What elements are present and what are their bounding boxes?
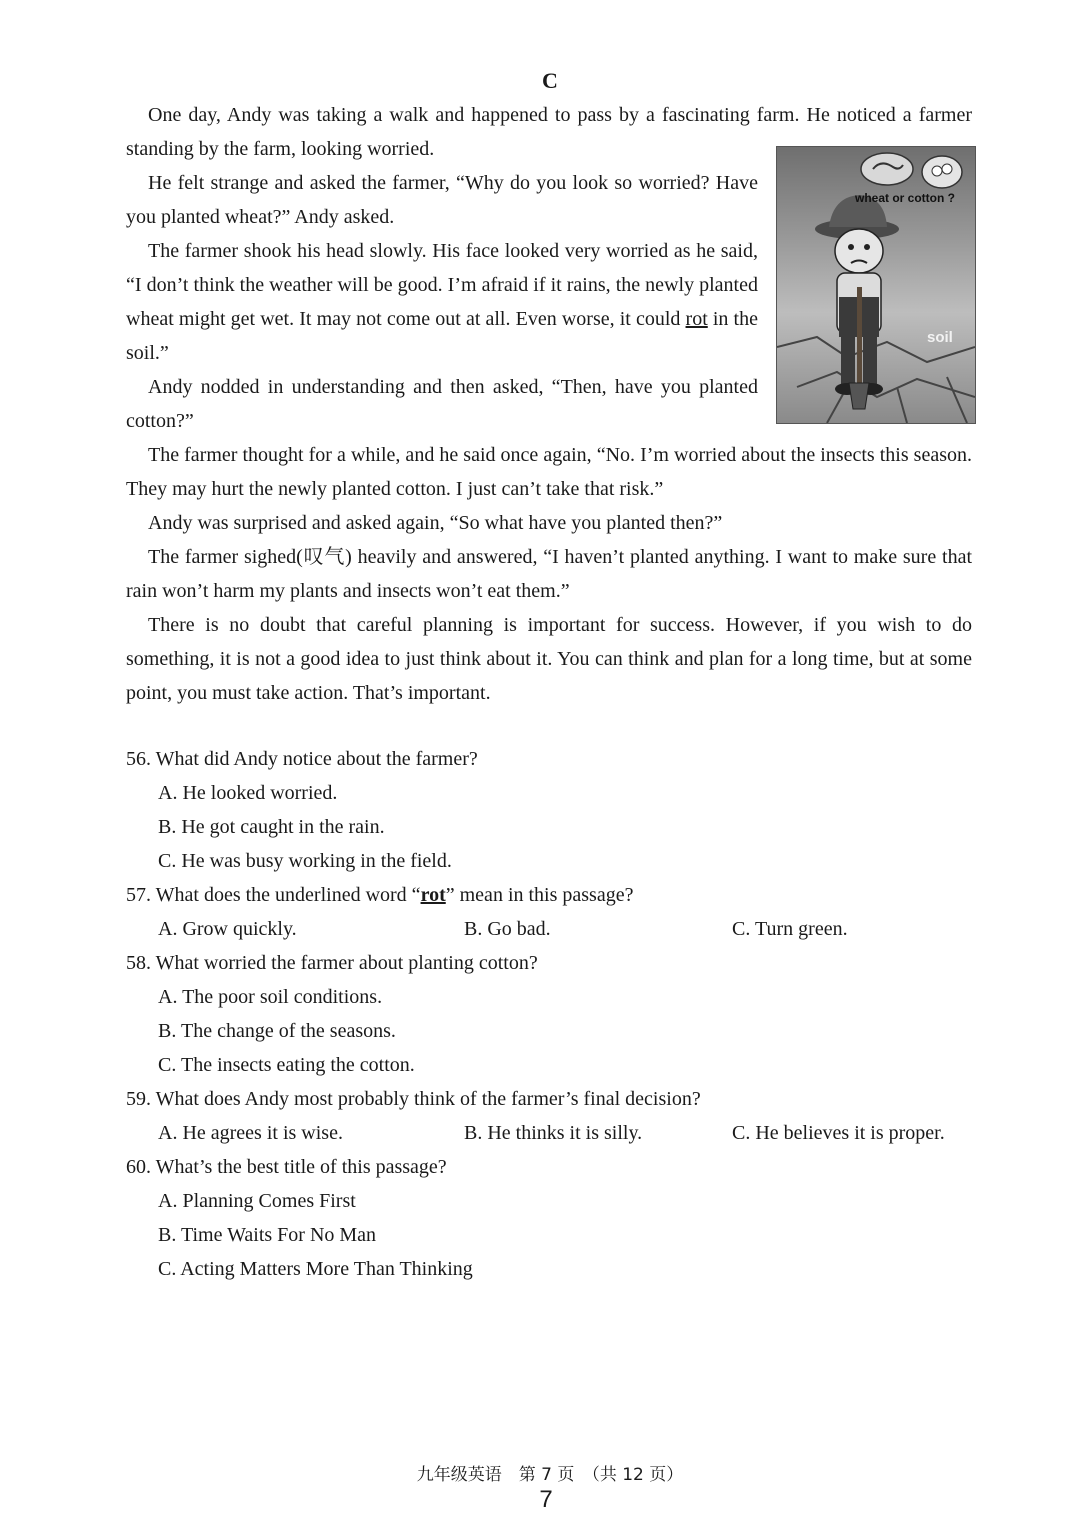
underlined-word-rot: rot <box>420 884 446 906</box>
option-c: C. Acting Matters More Than Thinking <box>158 1258 473 1280</box>
question-list <box>126 742 986 1286</box>
underlined-word-rot: rot <box>685 308 708 330</box>
passage-paragraph-2: He felt strange and asked the farmer, “Why do you look so worried? Have you planted wheat?” Andy asked. <box>126 172 758 228</box>
illustration-caption-wheat-or-cotton: wheat or cotton ? <box>855 191 955 205</box>
question-stem: 59. What does Andy most probably think of the farmer’s final decision? <box>126 1088 701 1110</box>
option-a: A. The poor soil conditions. <box>158 986 383 1008</box>
question-56 <box>126 742 986 878</box>
passage-paragraph-3 <box>126 234 758 370</box>
question-58 <box>126 946 986 1082</box>
option-row <box>126 1116 986 1150</box>
option-a: A. He agrees it is wise. <box>158 1122 343 1144</box>
option-b: B. The change of the seasons. <box>158 1020 396 1042</box>
option-a: A. Planning Comes First <box>158 1190 356 1212</box>
passage-paragraph-6: Andy was surprised and asked again, “So what have you planted then?” <box>148 512 723 534</box>
option-a: A. He looked worried. <box>158 782 338 804</box>
option-b: B. He got caught in the rain. <box>158 816 385 838</box>
question-stem: 58. What worried the farmer about planting cotton? <box>126 952 538 974</box>
question-stem <box>126 878 986 912</box>
option-c: C. He was busy working in the field. <box>158 850 452 872</box>
passage-paragraph-4: Andy nodded in understanding and then asked, “Then, have you planted cotton?” <box>126 376 758 432</box>
illustration-caption-soil: soil <box>927 329 953 346</box>
page-footer: 九年级英语 第 7 页 （共 12 页） <box>416 1465 684 1485</box>
page-number: 7 <box>539 1486 553 1513</box>
question-59 <box>126 1082 986 1150</box>
passage-paragraph-8: There is no doubt that careful planning is important for success. However, if you wish to do something, it is not a good idea to just think about it. You can think and plan for a long time, but at some point, you must take action. That’s important. <box>126 614 972 704</box>
question-stem: 60. What’s the best title of this passage? <box>126 1156 447 1178</box>
option-c: C. The insects eating the cotton. <box>158 1054 415 1076</box>
option-c: C. Turn green. <box>732 918 848 940</box>
section-title: C <box>542 68 558 93</box>
question-stem: 56. What did Andy notice about the farmer? <box>126 748 478 770</box>
option-b: B. He thinks it is silly. <box>464 1122 643 1144</box>
question-57 <box>126 878 986 946</box>
option-row <box>126 912 986 946</box>
question-stem-end: ” mean in this passage? <box>445 884 634 906</box>
option-c: C. He believes it is proper. <box>732 1122 945 1144</box>
question-stem-start: 57. What does the underlined word “ <box>126 884 421 906</box>
passage-paragraph-3-start: The farmer shook his head slowly. His face looked very worried as he said, “I don’t think the weather will be good. I’m afraid if it rains, the newly planted wheat might get wet. It may not come out at all. Even worse, it could <box>126 240 758 330</box>
question-60 <box>126 1150 986 1286</box>
passage-paragraph-5: The farmer thought for a while, and he said once again, “No. I’m worried about the insects this season. They may hurt the newly planted cotton. I just can’t take that risk.” <box>126 444 972 500</box>
farmer-drawing <box>777 147 975 423</box>
passage-paragraph-3-end: in the soil.” <box>126 308 758 364</box>
option-a: A. Grow quickly. <box>158 918 297 940</box>
option-b: B. Time Waits For No Man <box>158 1224 377 1246</box>
farmer-illustration <box>776 146 976 424</box>
passage-paragraph-7: The farmer sighed(叹气) heavily and answered, “I haven’t planted anything. I want to make sure that rain won’t harm my plants and insects won’t eat them.” <box>126 546 972 602</box>
passage-paragraph-1: One day, Andy was taking a walk and happened to pass by a fascinating farm. He noticed a farmer standing by the farm, looking worried. <box>126 104 972 160</box>
option-b: B. Go bad. <box>464 918 551 940</box>
